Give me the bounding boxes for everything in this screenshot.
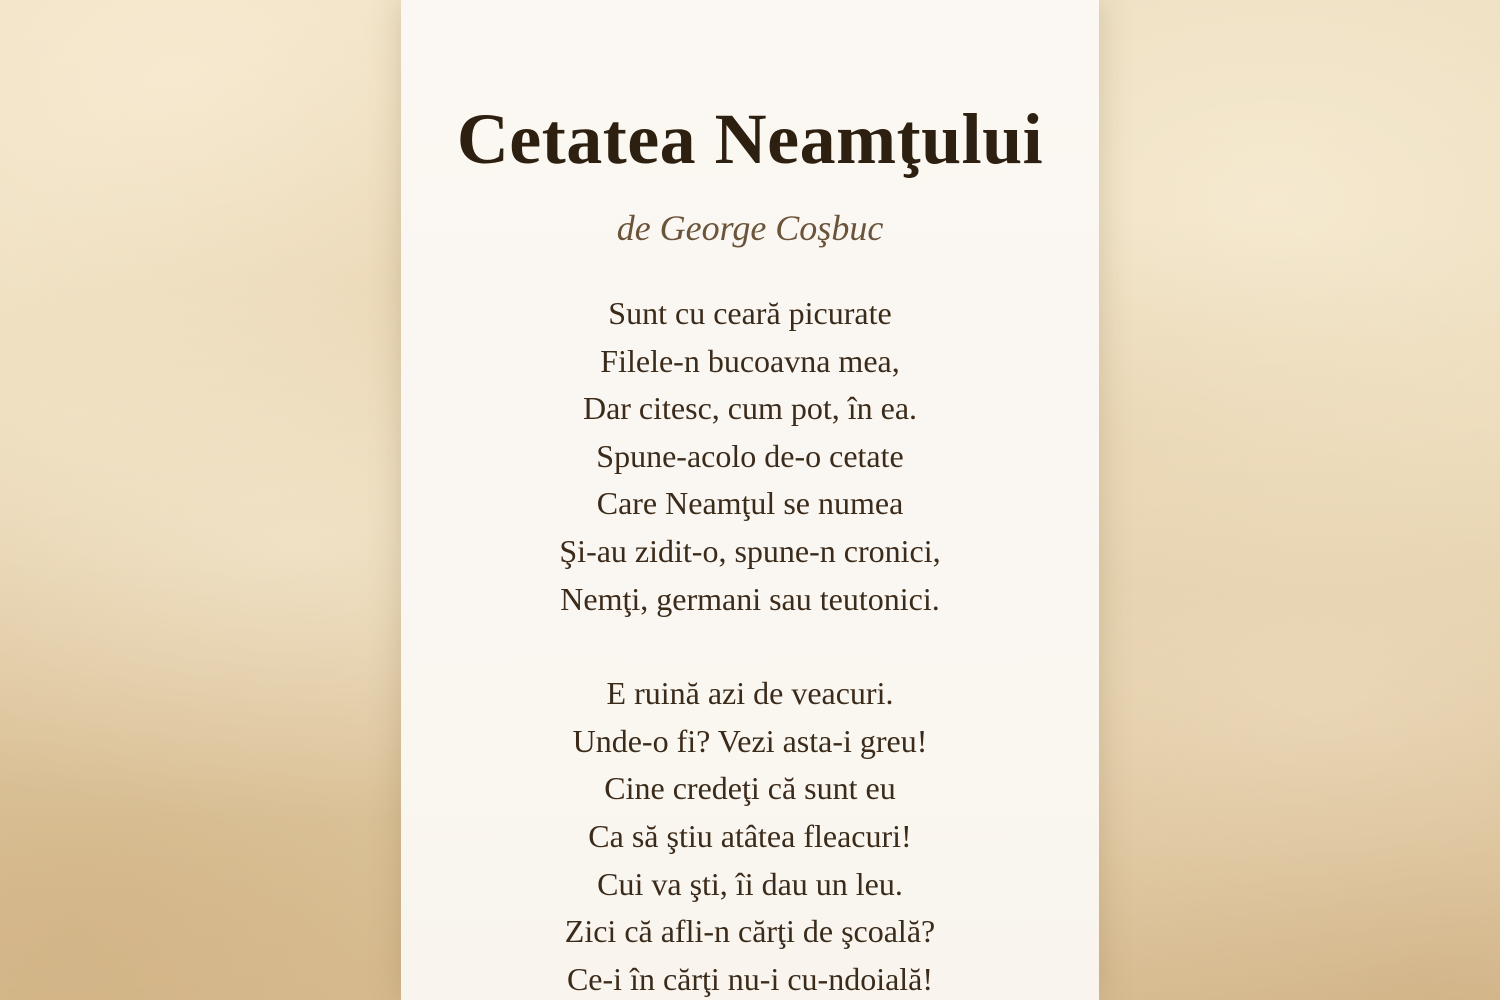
poem-line: Cui va şti, îi dau un leu. [597,865,903,902]
poem-page [401,0,1099,1000]
poem-title: Cetatea Neamţului [456,99,1044,179]
poem-line: Zici că afli-n cărţi de şcoală? [564,913,936,950]
poem-line: Ca să ştiu atâtea fleacuri! [588,817,912,854]
poem-line: Şi-au zidit-o, spune-n cronici, [559,532,941,569]
poem-line: E ruină azi de veacuri. [606,675,894,712]
stanza [401,670,1099,1000]
poem-line: Sunt cu ceară picurate [608,295,892,331]
poem-author: de George Coşbuc [616,208,884,248]
poem-line: Spune-acolo de-o cetate [596,437,904,474]
poem-line: Ce-i în cărţi nu-i cu-ndoială! [566,960,934,997]
poem-line: Nemţi, germani sau teutonici. [560,580,940,617]
poem-line: Cine credeţi că sunt eu [604,770,896,807]
stanza [401,290,1099,623]
poem-line: Filele-n bucoavna mea, [600,342,900,379]
poem-line: Care Neamţul se numea [596,485,904,522]
poem-line: Unde-o fi? Vezi asta-i greu! [572,722,928,759]
poem-line: Dar citesc, cum pot, în ea. [582,390,918,427]
poem-body [401,290,1099,1000]
